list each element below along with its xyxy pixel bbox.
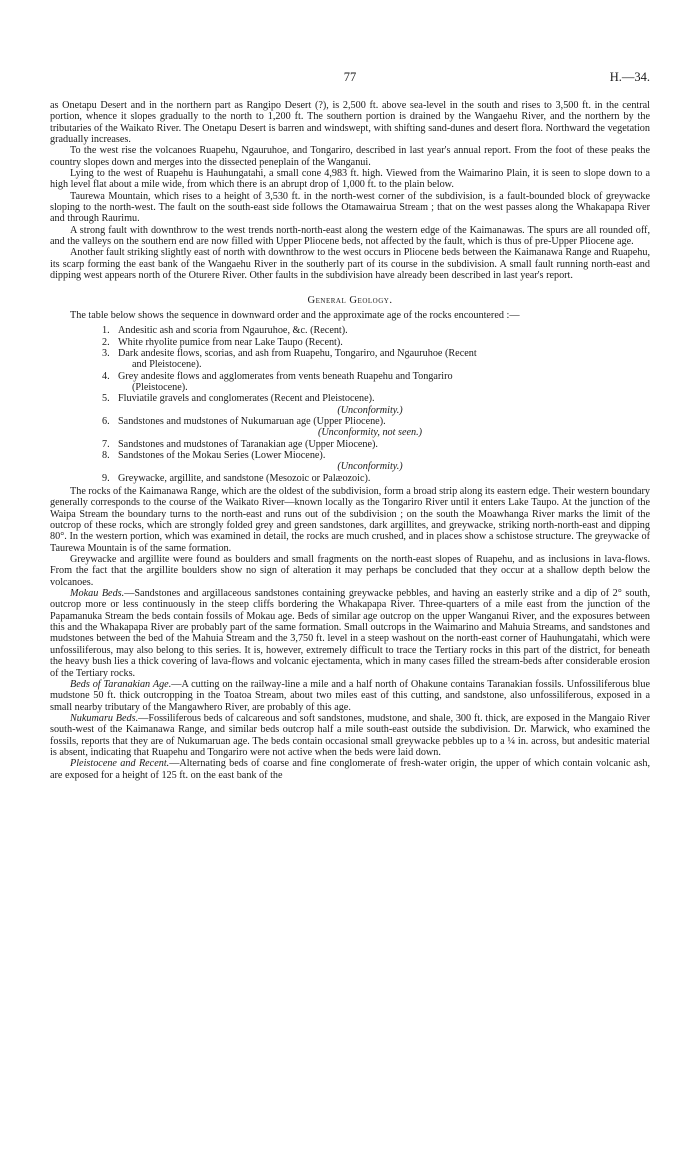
subsection-lead: Mokau Beds. — [70, 588, 125, 600]
sequence-item — [50, 439, 650, 450]
unconformity-note: (Unconformity, not seen.) — [317, 427, 423, 439]
sequence-item — [50, 473, 650, 484]
sequence-text-continued: (Pleistocene). — [132, 381, 188, 393]
sequence-text: Grey andesite flows and agglomerates from vents beneath Ruapehu and Tongariro — [118, 370, 453, 382]
paragraph: Lying to the west of Ruapehu is Hauhungatahi, a small cone 4,983 ft. high. Viewed from the Waimarino Plain, it is seen to slope down to a high level flat about a mile wide, from which there is an abrupt drop of 1,000 ft. to the plain below. — [50, 168, 650, 191]
paragraph: A strong fault with downthrow to the west trends north-north-east along the western edge of the Kaimanawas. The spurs are all rounded off, and the valleys on the southern end are now filled with Upper Pliocene beds, not affected by the fault, which is thus of pre-Upper Pliocene age. — [50, 224, 650, 248]
sequence-number: 9. — [102, 472, 110, 484]
sequence-item — [50, 371, 650, 394]
paragraph — [50, 679, 650, 713]
intro-section — [50, 100, 650, 282]
sequence-number: 3. — [102, 347, 110, 359]
paragraph-text: —A cutting on the railway-line a mile and a half north of Ohakune contains Taranakian fossils. Unfossiliferous blue mudstone 50 ft. thick outcropping in the Toatoa Stream, about two miles east of this cutting, and sandstone, also unfossiliferous, exposed in a small nearby tributary of the Mangawhero River, are probably of this age. — [50, 678, 650, 713]
sequence-number: 1. — [102, 325, 110, 337]
paragraph — [50, 486, 650, 554]
paragraph — [50, 713, 650, 758]
rock-sequence-list — [50, 325, 650, 484]
paragraph-text: —Alternating beds of coarse and fine conglomerate of fresh-water origin, the upper of which contain volcanic ash, are exposed for a height of 125 ft. on the east bank of the — [50, 758, 650, 781]
paragraph: Taurewa Mountain, which rises to a height of 3,530 ft. in the north-west corner of the subdivision, is a fault-bounded block of greywacke sloping to the north-west. The fault on the south-east side follows the Otamawairua Stream ; that on the west passes along the Whakapapa River and through Raurimu. — [50, 190, 650, 225]
paragraph — [50, 758, 650, 781]
sequence-text: Dark andesite flows, scorias, and ash from Ruapehu, Tongariro, and Ngauruhoe (Recent — [118, 347, 477, 359]
unconformity-note: (Unconformity.) — [337, 461, 403, 473]
paragraph — [50, 554, 650, 588]
subsection-lead: Nukumaru Beds. — [70, 712, 139, 724]
sequence-number: 6. — [102, 415, 110, 427]
paragraph-text: Greywacke and argillite were found as boulders and small fragments on the north-east slopes of Ruapehu, and as inclusions in lava-flows. From the fact that the argillite boulders show no sign of alteration it may perhaps be concluded that they occur at a shallow depth below the volcanoes. — [50, 554, 650, 588]
sequence-item — [50, 337, 650, 348]
subsection-lead: Beds of Taranakian Age. — [70, 678, 172, 690]
page-number: 77 — [343, 70, 357, 84]
subsection-lead: Pleistocene and Recent. — [70, 758, 170, 770]
sequence-number: 7. — [102, 438, 110, 450]
paragraph: To the west rise the volcanoes Ruapehu, Ngauruhoe, and Tongariro, described in last year's annual report. From the foot of these peaks the country slopes down and merges into the dissected peneplain of the Wanganui. — [50, 145, 650, 168]
sequence-number: 8. — [102, 449, 110, 461]
sequence-number: 4. — [102, 370, 110, 382]
sequence-text: Sandstones and mudstones of Taranakian age (Upper Miocene). — [118, 438, 378, 450]
sequence-item — [50, 450, 650, 461]
paragraph: as Onetapu Desert and in the northern part as Rangipo Desert (?), is 2,500 ft. above sea-level in the south and rises to 3,500 ft. in the central portion, whence it slopes gradually to the north to 1,200 ft. The southern portion is drained by the Wangaehu River, and the northern by the tributaries of the Waikato River. The Onetapu Desert is barren and windswept, with shifting sand-dunes and desert flora. Northward the vegetation gradually increases. — [50, 100, 650, 146]
sequence-item — [50, 325, 650, 336]
sequence-number: 2. — [102, 336, 110, 348]
paragraph — [50, 588, 650, 679]
paragraph-text: —Sandstones and argillaceous sandstones containing greywacke pebbles, and having an easterly strike and a dip of 2° south, outcrop more or less continuously in the steep cliffs bordering the Whakapapa River. Three-quarters of a mile east from the junction of the Papamanuka Stream the beds contain fossils of Mokau age. Beds of similar age outcrop on the upper Wanganui River, and the exposures between this and the Whakapapa River are probably part of the same formation. Small outcrops in the Waimarino and Mahuia Streams, and sandstones and mudstones between the bed of the Mahuia Stream and the 3,750 ft. level in a steep washout on the north-east corner of Hauhungatahi, which were unfossiliferous, may also belong to this series. It is, however, extremely difficult to trace the Tertiary rocks in this part of the district, for beneath the heavy bush lies a thick covering of lava-flows and volcanic ejectamenta, which in many cases filled the stream-beds after considerable erosion of the Tertiary rocks. — [50, 588, 651, 679]
sequence-text: White rhyolite pumice from near Lake Taupo (Recent). — [118, 336, 343, 348]
sequence-item — [50, 393, 650, 404]
unconformity-note: (Unconformity.) — [337, 404, 403, 416]
paragraph-text: The rocks of the Kaimanawa Range, which are the oldest of the subdivision, form a broad strip along its eastern edge. Their western boundary generally corresponds to the course of the Waikato River—known locally as the Tongariro River until it enters Lake Taupo. At the junction of the Waipa Stream the boundary turns to the north-east and runs out of the subdivision ; on the south the Moawhanga River marks the limit of the outcrop of these rocks, which are strongly folded grey and green sandstones, dark argillites, and greywacke, striking north-north-east and dipping 80°. In the western portion, which was examined in detail, the rocks are much crushed, and in places show a schistose structure. The greywacke of Taurewa Mountain is of the same formation. — [50, 486, 650, 554]
paragraph: Another fault striking slightly east of north with downthrow to the west occurs in Pliocene beds between the Kaimanawa Range and Ruapehu, its scarp forming the east bank of the Wangaehu River in the southerly part of its course in the subdivision. A small fault running north-east and dipping west appears north of the Oturere River. Other faults in the subdivision have already been described in last year's report. — [50, 247, 650, 282]
sequence-item — [50, 348, 650, 371]
sequence-text: Greywacke, argillite, and sandstone (Mesozoic or Palæozoic). — [118, 472, 371, 484]
document-reference: H.—34. — [609, 70, 650, 84]
geology-body — [50, 486, 650, 781]
sequence-text: Sandstones of the Mokau Series (Lower Miocene). — [118, 449, 326, 461]
sequence-text-continued: and Pleistocene). — [132, 359, 202, 371]
table-intro: The table below shows the sequence in downward order and the approximate age of the rocks encountered :— — [70, 309, 520, 321]
sequence-text: Sandstones and mudstones of Nukumaruan age (Upper Pliocene). — [118, 415, 386, 427]
sequence-number: 5. — [102, 393, 110, 405]
paragraph-text: —Fossiliferous beds of calcareous and soft sandstones, mudstone, and shale, 300 ft. thick, are exposed in the Mangaio River south-west of the Kaimanawa Range, and similar beds outcrop half a mile south-east outside the subdivision. Dr. Marwick, who examined the fossils, reports that they are of Nukumaruan age. The beds contain occasional small greywacke pebbles up to a ¼ in. across, but andesitic material is absent, indicating that Ruapehu and Tongariro were not active when the beds were laid down. — [50, 712, 650, 758]
sequence-item — [50, 416, 650, 427]
page-header — [50, 72, 650, 92]
sequence-text: Andesitic ash and scoria from Ngauruhoe, &c. (Recent). — [118, 325, 348, 337]
sequence-text: Fluviatile gravels and conglomerates (Recent and Pleistocene). — [118, 393, 375, 405]
section-heading: General Geology. — [307, 294, 393, 306]
